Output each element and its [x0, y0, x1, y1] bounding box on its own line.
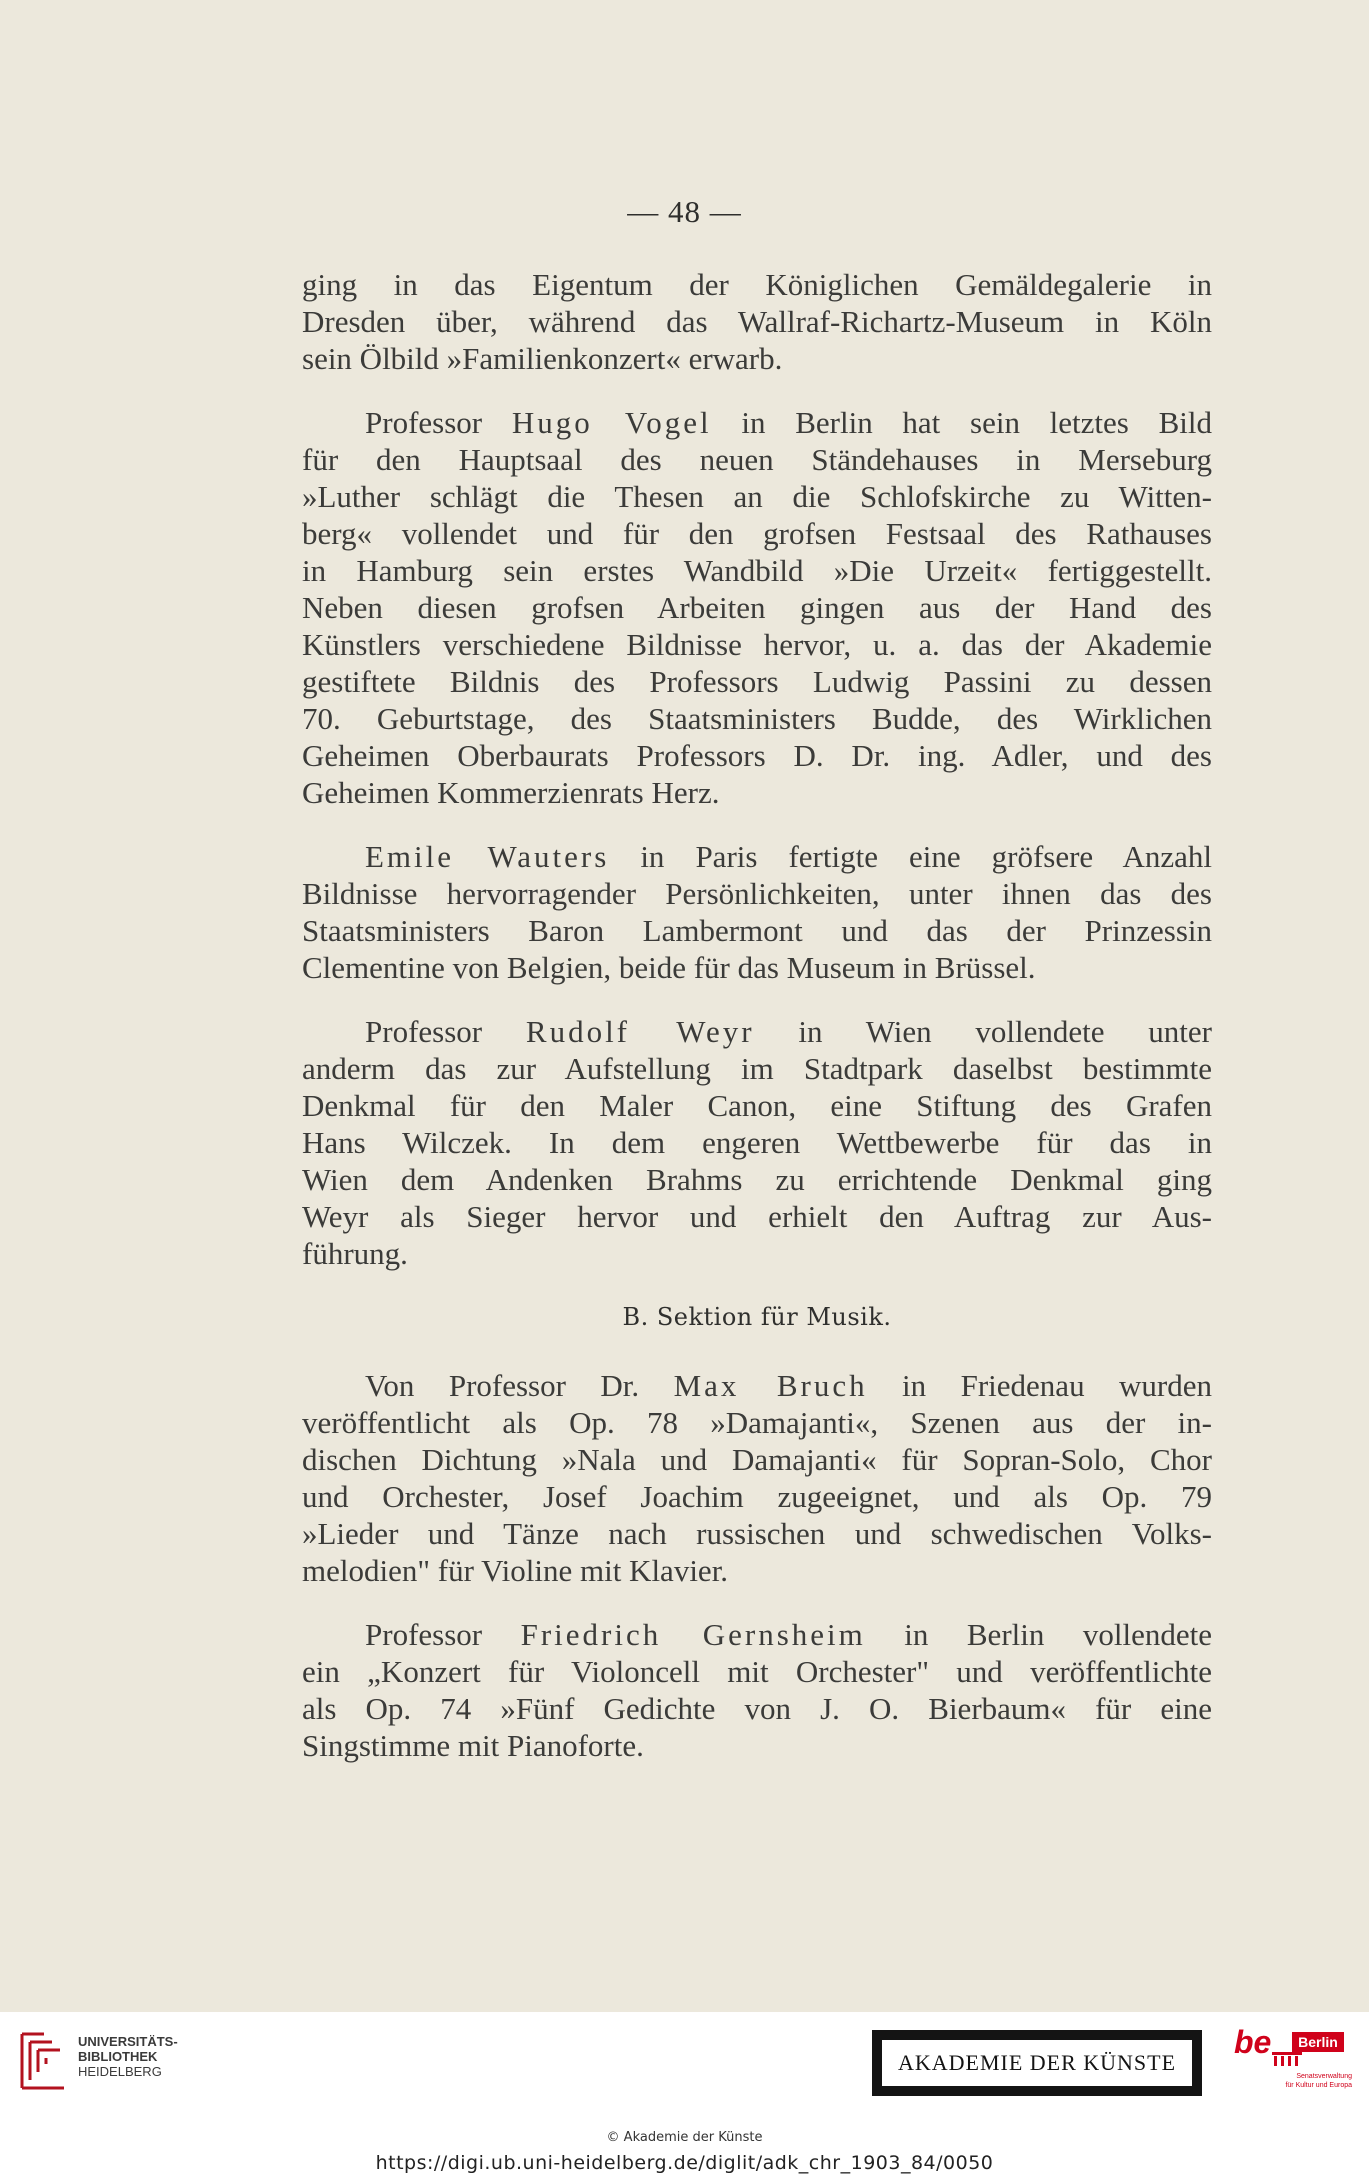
text-line: [302, 1616, 1212, 1653]
berlin-senate-logo[interactable]: [1232, 2024, 1352, 2096]
text-fragment: Von Professor Dr.: [365, 1368, 674, 1403]
text-line: [302, 1367, 1212, 1404]
paragraph-4: [302, 1013, 1212, 1272]
text-line: Neben diesen grofsen Arbeiten gingen aus der Hand des: [302, 590, 1212, 625]
person-name: Friedrich Gernsheim: [520, 1617, 866, 1652]
person-name: Emile Wauters: [365, 839, 610, 874]
text-line: Denkmal für den Maler Canon, eine Stiftung des Grafen: [302, 1088, 1212, 1123]
text-line: Weyr als Sieger hervor und erhielt den Auftrag zur Aus-: [302, 1199, 1212, 1234]
text-line: Geheimen Oberbaurats Professors D. Dr. ing. Adler, und des: [302, 738, 1212, 773]
text-line: [302, 838, 1212, 875]
akademie-label: AKADEMIE DER KÜNSTE: [880, 2038, 1194, 2088]
paragraph-2: [302, 404, 1212, 811]
text-line: »Lieder und Tänze nach russischen und schwedischen Volks-: [302, 1516, 1212, 1551]
copyright-notice: © Akademie der Künste: [606, 2130, 763, 2145]
text-fragment: Professor: [365, 405, 512, 440]
text-line: sein Ölbild »Familienkonzert« erwarb.: [302, 341, 783, 376]
text-line: gestiftete Bildnis des Professors Ludwig Passini zu dessen: [302, 664, 1212, 699]
text-line: [302, 1013, 1212, 1050]
text-fragment: in Wien vollendete unter: [754, 1014, 1212, 1049]
text-line: dischen Dichtung »Nala und Damajanti« für Sopran-Solo, Chor: [302, 1442, 1212, 1477]
text-line: Geheimen Kommerzienrats Herz.: [302, 775, 720, 810]
source-url-link[interactable]: https://digi.ub.uni-heidelberg.de/diglit/adk_chr_1903_84/0050: [375, 2152, 994, 2174]
text-fragment: in Friedenau wurden: [867, 1368, 1212, 1403]
text-line: Hans Wilczek. In dem engeren Wettbewerbe für das in: [302, 1125, 1212, 1160]
text-line: Staatsministers Baron Lambermont und das der Prinzessin: [302, 913, 1212, 948]
ub-line-2: BIBLIOTHEK: [78, 2049, 158, 2064]
person-name: Hugo Vogel: [511, 405, 712, 440]
text-line: in Hamburg sein erstes Wandbild »Die Urzeit« fertiggestellt.: [302, 553, 1212, 588]
text-line: Künstlers verschiedene Bildnisse hervor, u. a. das der Akademie: [302, 627, 1212, 662]
text-line: »Luther schlägt die Thesen an die Schlofskirche zu Witten-: [302, 479, 1212, 514]
text-line: führung.: [302, 1236, 408, 1271]
text-line: und Orchester, Josef Joachim zugeeignet, und als Op. 79: [302, 1479, 1212, 1514]
text-line: Wien dem Andenken Brahms zu errichtende Denkmal ging: [302, 1162, 1212, 1197]
paragraph-1: [302, 266, 1212, 377]
ub-line-1: UNIVERSITÄTS-: [78, 2034, 178, 2049]
ub-line-3: HEIDELBERG: [78, 2064, 162, 2079]
berlin-badge: Berlin: [1292, 2032, 1344, 2052]
paragraph-6: [302, 1616, 1212, 1764]
text-fragment: in Berlin hat sein letztes Bild: [711, 405, 1212, 440]
person-name: Max Bruch: [673, 1368, 868, 1403]
paragraph-3: [302, 838, 1212, 986]
text-fragment: Professor: [365, 1014, 526, 1049]
text-fragment: in Paris fertigte eine gröfsere Anzahl: [609, 839, 1212, 874]
person-name: Rudolf Weyr: [525, 1014, 755, 1049]
text-line: veröffentlicht als Op. 78 »Damajanti«, Szenen aus der in-: [302, 1405, 1212, 1440]
akademie-logo[interactable]: [872, 2030, 1202, 2096]
text-line: als Op. 74 »Fünf Gedichte von J. O. Bierbaum« für eine: [302, 1691, 1212, 1726]
text-line: Clementine von Belgien, beide für das Museum in Brüssel.: [302, 950, 1036, 985]
text-line: Bildnisse hervorragender Persönlichkeiten, unter ihnen das des: [302, 876, 1212, 911]
text-line: ein „Konzert für Violoncell mit Orchester" und veröffentlichte: [302, 1654, 1212, 1689]
ub-wordmark: [78, 2034, 178, 2079]
text-line: Singstimme mit Pianoforte.: [302, 1728, 644, 1763]
section-heading: B. Sektion für Musik.: [622, 1303, 892, 1331]
body-text: [302, 266, 1212, 1791]
brandenburg-gate-icon: [1272, 2052, 1302, 2066]
paragraph-5: [302, 1367, 1212, 1589]
senate-line-1: Senatsverwaltung: [1296, 2073, 1352, 2080]
text-line: melodien" für Violine mit Klavier.: [302, 1553, 729, 1588]
text-line: [302, 404, 1212, 441]
text-line: für den Hauptsaal des neuen Ständehauses in Merseburg: [302, 442, 1212, 477]
senate-line-2: für Kultur und Europa: [1285, 2082, 1352, 2089]
text-line: 70. Geburtstage, des Staatsministers Budde, des Wirklichen: [302, 701, 1212, 736]
text-line: anderm das zur Aufstellung im Stadtpark daselbst bestimmte: [302, 1051, 1212, 1086]
ub-emblem-icon: [16, 2030, 66, 2092]
text-line: Dresden über, während das Wallraf-Richartz-Museum in Köln: [302, 304, 1212, 339]
ub-heidelberg-logo[interactable]: [16, 2030, 191, 2092]
page-number: — 48 —: [627, 194, 742, 229]
text-fragment: Professor: [365, 1617, 521, 1652]
text-fragment: in Berlin vollendete: [865, 1617, 1212, 1652]
senate-caption: [1266, 2072, 1352, 2090]
be-text: be: [1234, 2024, 1272, 2060]
text-line: berg« vollendet und für den grofsen Festsaal des Rathauses: [302, 516, 1212, 551]
text-line: ging in das Eigentum der Königlichen Gemäldegalerie in: [302, 267, 1212, 302]
